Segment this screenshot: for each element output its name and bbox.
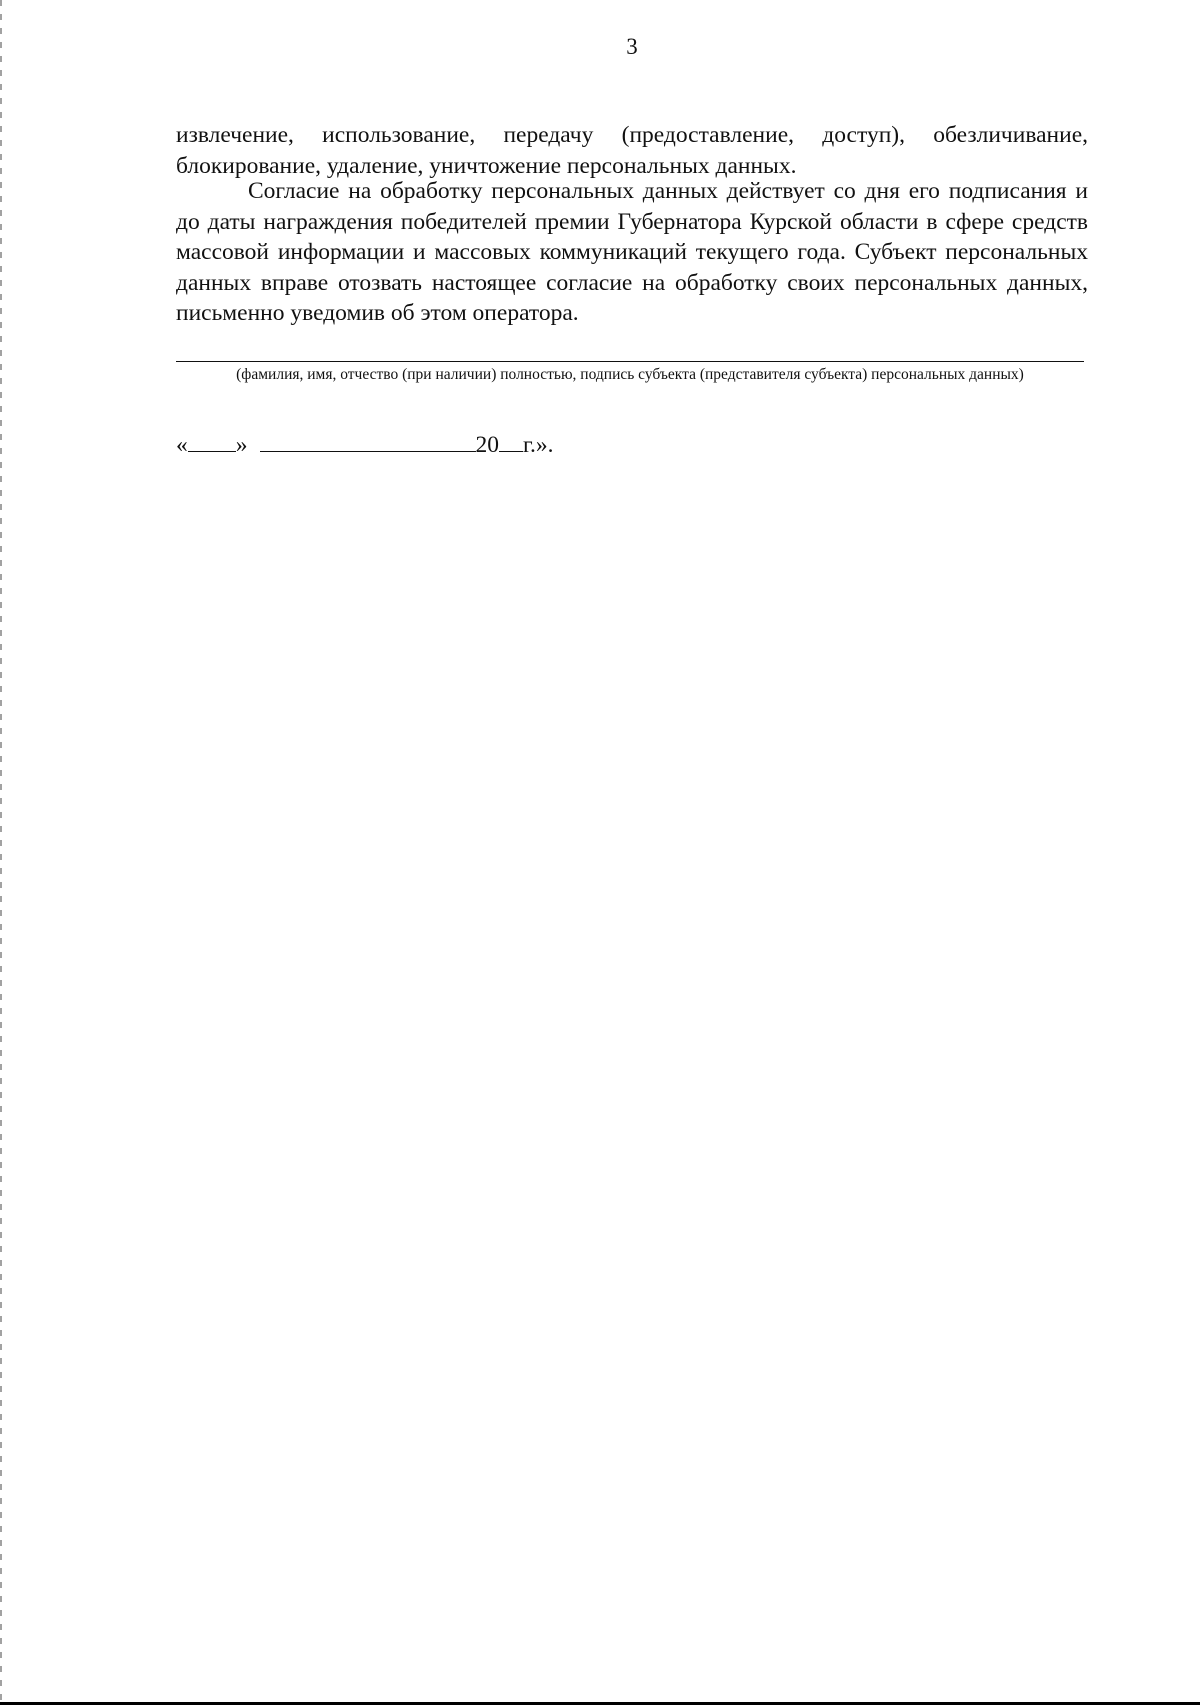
month-blank [260, 431, 476, 452]
year-suffix: г.». [523, 432, 554, 458]
paragraph-consent-validity: Согласие на обработку персональных данных действует со дня его подписания и до даты награждения победителей премии Губернатора Курской области в сфере средств массовой информации и массовых коммуникаций текущего года. Субъект персональных данных вправе отозвать настоящее согласие на обработку своих персональных данных, письменно уведомив об этом оператора. [176, 178, 1088, 326]
signature-caption: (фамилия, имя, отчество (при наличии) полностью, подпись субъекта (представителя субъекта) персональных данных) [236, 366, 1024, 383]
page-number: 3 [626, 34, 638, 59]
scan-edge-left [0, 0, 2, 1705]
date-close-quote: » [235, 432, 248, 458]
paragraph-continuation: извлечение, использование, передачу (предоставление, доступ), обезличивание, блокирование, удаление, уничтожение персональных данных. [176, 122, 1088, 179]
year-prefix: 20 [475, 432, 499, 458]
day-blank [188, 431, 236, 452]
date-line [176, 430, 554, 460]
signature-line [176, 361, 1084, 362]
date-open-quote: « [176, 432, 188, 458]
year-blank [499, 431, 523, 452]
